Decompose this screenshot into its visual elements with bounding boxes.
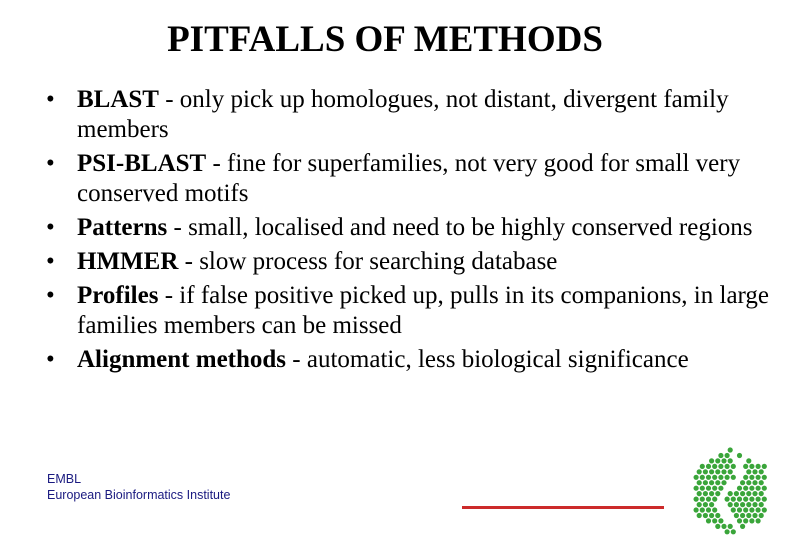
logo-dot [734, 491, 739, 496]
bullet-text: - small, localised and need to be highly conserved regions [167, 214, 753, 241]
logo-dot [737, 497, 742, 502]
logo-dot [731, 529, 736, 534]
logo-dot [715, 491, 720, 496]
bullet-dot: • [46, 86, 55, 113]
bullet-text: - slow process for searching database [178, 248, 558, 275]
logo-dot [712, 507, 717, 512]
logo-dot [734, 502, 739, 507]
logo-dot [712, 486, 717, 491]
logo-dot [731, 507, 736, 512]
logo-dot [749, 507, 754, 512]
logo-dot [715, 524, 720, 529]
bullet-item-psi-blast [44, 149, 784, 209]
logo-dot [700, 475, 705, 480]
logo-dot [712, 464, 717, 469]
bullet-dot: • [46, 248, 55, 275]
logo-dot [746, 480, 751, 485]
logo-dot [731, 464, 736, 469]
bullet-term: HMMER [77, 248, 179, 275]
logo-dot [697, 469, 702, 474]
logo-dot [715, 513, 720, 518]
bullet-list [44, 85, 784, 379]
logo-dot [694, 475, 699, 480]
logo-dot [743, 464, 748, 469]
slide-title: PITFALLS OF METHODS [167, 19, 603, 60]
logo-dot [752, 502, 757, 507]
logo-dot [706, 507, 711, 512]
logo-dot [756, 507, 761, 512]
bullet-item-patterns [44, 213, 784, 243]
logo-dot [728, 458, 733, 463]
logo-dot [697, 502, 702, 507]
logo-dot [718, 486, 723, 491]
bullet-text: - if false positive picked up, pulls in its companions, in large families members can be missed [77, 282, 770, 339]
logo-dot [746, 513, 751, 518]
logo-dot [749, 475, 754, 480]
logo-dot [743, 497, 748, 502]
logo-dot [721, 469, 726, 474]
bullet-text: - automatic, less biological significance [286, 346, 689, 373]
logo-dot [725, 464, 730, 469]
logo-dot [694, 507, 699, 512]
logo-dot [725, 497, 730, 502]
logo-dot [709, 458, 714, 463]
logo-dot [700, 507, 705, 512]
logo-dot [709, 480, 714, 485]
logo-dot [725, 529, 730, 534]
logo-dot [715, 458, 720, 463]
bullet-item-alignment [44, 345, 784, 375]
logo-dot [749, 486, 754, 491]
logo-dot [759, 480, 764, 485]
logo-dot [740, 513, 745, 518]
logo-dot [703, 469, 708, 474]
logo-dot [762, 507, 767, 512]
logo-dot [740, 491, 745, 496]
logo-dot [740, 502, 745, 507]
logo-dot [718, 464, 723, 469]
logo-dot [762, 464, 767, 469]
logo-dot [706, 518, 711, 523]
logo-dot [734, 513, 739, 518]
logo-dot [728, 502, 733, 507]
logo-dot [746, 458, 751, 463]
logo-dot [749, 464, 754, 469]
logo-dot [721, 524, 726, 529]
logo-dot [746, 491, 751, 496]
bullet-dot: • [46, 214, 55, 241]
logo-dot [721, 458, 726, 463]
logo-dot [759, 502, 764, 507]
logo-dot [728, 491, 733, 496]
logo-dot [731, 475, 736, 480]
logo-dot [709, 513, 714, 518]
logo-dot [712, 497, 717, 502]
bullet-item-hmmer [44, 247, 784, 277]
logo-dot [728, 524, 733, 529]
logo-dot [715, 469, 720, 474]
bullet-item-profiles [44, 281, 784, 341]
logo-dot [762, 497, 767, 502]
logo-dot [737, 486, 742, 491]
bullet-dot: • [46, 282, 55, 309]
logo-dot [694, 486, 699, 491]
footer-org [47, 471, 230, 503]
logo-dot [756, 464, 761, 469]
logo-dot [703, 513, 708, 518]
logo-dot [762, 475, 767, 480]
bullet-dot: • [46, 346, 55, 373]
logo-dot [728, 469, 733, 474]
logo-dot [709, 502, 714, 507]
logo-dot [752, 469, 757, 474]
logo-dot [737, 453, 742, 458]
logo-dot [697, 513, 702, 518]
logo-dot [697, 480, 702, 485]
logo-dot [746, 502, 751, 507]
footer-org-line1: EMBL [47, 472, 82, 486]
logo-dot [709, 491, 714, 496]
logo-dot [718, 453, 723, 458]
logo-dot [749, 518, 754, 523]
logo-dot [718, 475, 723, 480]
logo-dot [749, 497, 754, 502]
logo-dot [715, 480, 720, 485]
bullet-dot: • [46, 150, 55, 177]
logo-dot [700, 497, 705, 502]
bullet-term: Alignment methods [77, 346, 287, 373]
logo-dot [694, 497, 699, 502]
logo-dot [737, 507, 742, 512]
bullet-term: PSI-BLAST [77, 150, 207, 177]
logo-dot [759, 469, 764, 474]
logo-dot [721, 480, 726, 485]
logo-dot [706, 464, 711, 469]
logo-dot [725, 475, 730, 480]
logo-dot [762, 486, 767, 491]
logo-dot [752, 513, 757, 518]
logo-dot [752, 480, 757, 485]
logo-dot [703, 480, 708, 485]
logo-dot [706, 475, 711, 480]
logo-dot [725, 453, 730, 458]
ebi-logo-icon [690, 447, 772, 537]
logo-dot [700, 464, 705, 469]
logo-dot [700, 486, 705, 491]
logo-dot [752, 491, 757, 496]
logo-dot [709, 469, 714, 474]
logo-dot [718, 518, 723, 523]
logo-dot [756, 486, 761, 491]
logo-dot [703, 502, 708, 507]
logo-dot [728, 447, 733, 452]
logo-dot [712, 518, 717, 523]
logo-dot [743, 507, 748, 512]
logo-dot [697, 491, 702, 496]
logo-dot [756, 497, 761, 502]
logo-dot [703, 491, 708, 496]
logo-dot [743, 475, 748, 480]
accent-divider [462, 506, 664, 509]
logo-dot [712, 475, 717, 480]
logo-dot [731, 497, 736, 502]
bullet-term: Patterns [77, 214, 168, 241]
logo-dot [756, 518, 761, 523]
logo-dot [706, 497, 711, 502]
bullet-term: Profiles [77, 282, 159, 309]
logo-dot [706, 486, 711, 491]
bullet-item-blast [44, 85, 784, 145]
footer-org-line2: European Bioinformatics Institute [47, 488, 231, 502]
logo-dot [759, 513, 764, 518]
logo-dot [737, 518, 742, 523]
logo-dot [743, 486, 748, 491]
bullet-text: - fine for superfamilies, not very good for small very conserved motifs [77, 150, 741, 207]
bullet-text: - only pick up homologues, not distant, divergent family members [77, 86, 729, 143]
logo-dot [740, 480, 745, 485]
logo-dot [756, 475, 761, 480]
logo-dot [759, 491, 764, 496]
logo-dot [746, 469, 751, 474]
logo-dot [740, 524, 745, 529]
bullet-term: BLAST [77, 86, 159, 113]
logo-dot [743, 518, 748, 523]
